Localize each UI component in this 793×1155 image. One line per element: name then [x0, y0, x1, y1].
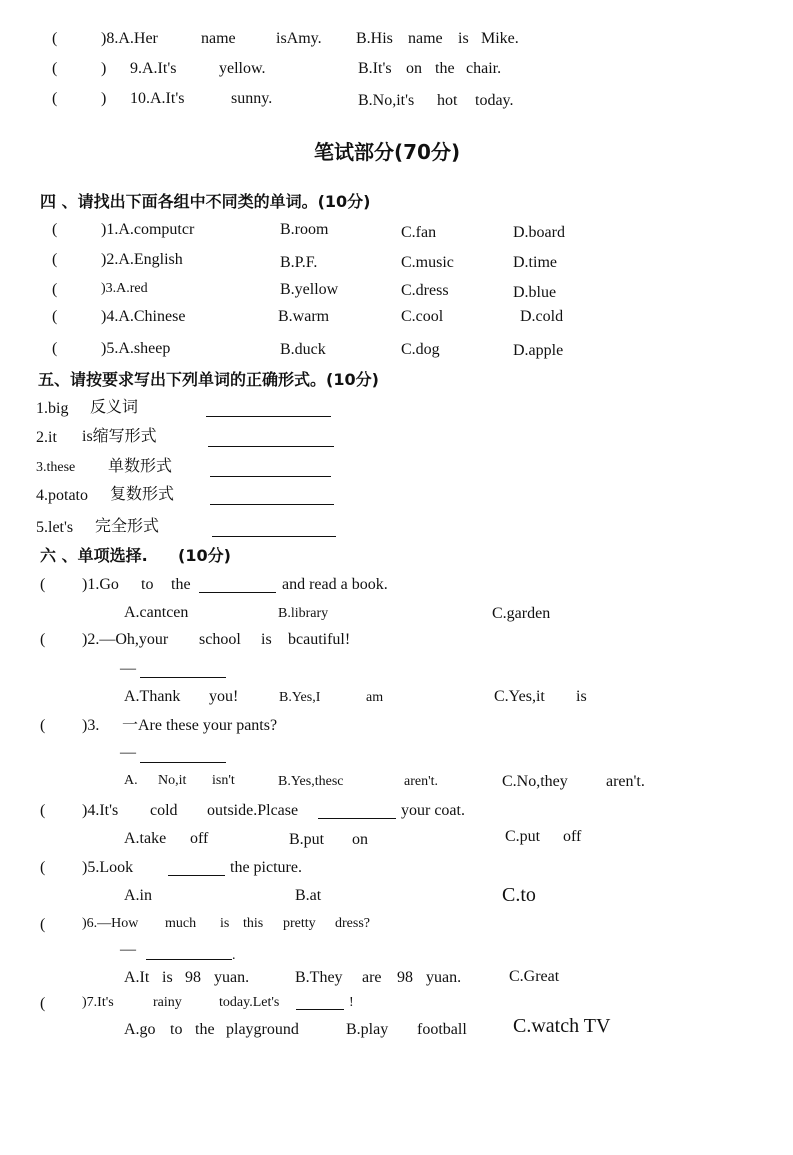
- word: 3.these: [36, 460, 76, 475]
- option-c: C.Yes,it: [494, 688, 545, 705]
- option-a: playground: [226, 1021, 299, 1038]
- answer-blank[interactable]: [168, 875, 225, 876]
- option-a: A.cantcen: [124, 604, 189, 621]
- question-text: dress?: [335, 916, 370, 931]
- option-text: D.apple: [513, 342, 564, 359]
- option-text: )1.A.computcr: [101, 221, 195, 238]
- answer-blank[interactable]: [212, 536, 336, 537]
- option-text: )5.A.sheep: [101, 340, 171, 357]
- option-b: are: [362, 969, 382, 986]
- answer-paren: ): [101, 60, 107, 77]
- option-text: sunny.: [231, 90, 273, 107]
- word: 4.potato: [36, 487, 88, 504]
- option-text: )4.A.Chinese: [101, 308, 186, 325]
- question-text: )3.: [82, 717, 100, 734]
- option-text: today.: [475, 92, 514, 109]
- question-text: bcautiful!: [288, 631, 351, 648]
- option-b: B.put: [289, 831, 325, 848]
- answer-paren: (: [52, 281, 58, 298]
- option-a: A.in: [124, 887, 152, 904]
- option-text: on: [406, 60, 422, 77]
- section-6-score: (10分): [178, 546, 231, 565]
- option-text: D.blue: [513, 284, 557, 301]
- requirement: 复数形式: [110, 486, 175, 503]
- option-text: B.room: [280, 221, 329, 238]
- option-c: C.put: [505, 828, 541, 845]
- option-a: A.: [124, 773, 138, 788]
- answer-blank[interactable]: [146, 959, 232, 960]
- section-4-title: 四 、请找出下面各组中不同类的单词。(10分): [40, 192, 371, 211]
- question-text: much: [165, 916, 197, 931]
- option-text: B.No,it's: [358, 92, 415, 109]
- option-c: C.watch TV: [513, 1015, 611, 1037]
- option-a: yuan.: [214, 969, 250, 986]
- option-text: B.warm: [278, 308, 330, 325]
- option-b: B.Yes,thesc: [278, 774, 344, 789]
- question-text: )5.Look: [82, 859, 134, 876]
- section-5-title: 五、请按要求写出下列单词的正确形式。(10分): [38, 370, 379, 389]
- option-a: 98: [185, 969, 201, 986]
- answer-paren: (: [52, 90, 58, 107]
- option-a: to: [170, 1021, 183, 1038]
- question-text: school: [199, 631, 241, 648]
- punctuation: .: [232, 948, 236, 963]
- answer-paren: (: [52, 308, 58, 325]
- question-text: the: [171, 576, 191, 593]
- option-text: C.fan: [401, 224, 437, 241]
- question-number: 10.A.It's: [130, 90, 185, 107]
- option-b: on: [352, 831, 368, 848]
- question-text: pretty: [283, 916, 316, 931]
- question-text: )2.—Oh,your: [82, 631, 169, 648]
- option-a: No,it: [158, 773, 187, 788]
- answer-paren: (: [40, 576, 46, 593]
- option-text: chair.: [466, 60, 502, 77]
- question-number: )8.A.Her: [101, 30, 158, 47]
- option-text: Mike.: [481, 30, 519, 47]
- requirement: 完全形式: [95, 518, 160, 535]
- answer-paren: (: [52, 30, 58, 47]
- question-text: outside.Plcase: [207, 802, 299, 819]
- word: 5.let's: [36, 519, 74, 536]
- answer-paren: (: [40, 916, 46, 933]
- option-text: the: [435, 60, 455, 77]
- option-a: off: [190, 830, 209, 847]
- answer-paren: (: [52, 340, 58, 357]
- option-a: A.go: [124, 1021, 156, 1038]
- option-b: yuan.: [426, 969, 462, 986]
- question-text: your coat.: [401, 802, 465, 819]
- answer-paren: (: [40, 995, 46, 1012]
- option-a: the: [195, 1021, 215, 1038]
- option-c: C.No,they: [502, 773, 568, 790]
- answer-blank[interactable]: [206, 416, 331, 417]
- question-text: and read a book.: [282, 576, 388, 593]
- option-text: D.cold: [520, 308, 564, 325]
- option-c: C.to: [502, 884, 536, 906]
- option-b: B.library: [278, 606, 329, 621]
- answer-blank[interactable]: [140, 762, 226, 763]
- dialogue-dash: —: [120, 941, 136, 958]
- option-text: C.dress: [401, 282, 449, 299]
- answer-blank[interactable]: [296, 1009, 344, 1010]
- option-text: B.His: [356, 30, 393, 47]
- answer-blank[interactable]: [140, 677, 226, 678]
- answer-paren: (: [52, 251, 58, 268]
- option-text: D.board: [513, 224, 565, 241]
- answer-blank[interactable]: [199, 592, 276, 593]
- option-b: football: [417, 1021, 467, 1038]
- question-text: rainy: [153, 995, 182, 1010]
- question-text: to: [141, 576, 154, 593]
- option-text: is: [458, 30, 469, 47]
- option-a: you!: [209, 688, 239, 705]
- answer-blank[interactable]: [210, 504, 334, 505]
- option-b: 98: [397, 969, 413, 986]
- option-text: D.time: [513, 254, 557, 271]
- question-text: 一Are these your pants?: [122, 717, 278, 734]
- word: 2.it: [36, 429, 57, 446]
- option-text: B.duck: [280, 341, 326, 358]
- option-text: C.dog: [401, 341, 440, 358]
- question-text: this: [243, 916, 264, 931]
- question-text: )4.It's: [82, 802, 119, 819]
- punctuation: !: [349, 995, 354, 1010]
- question-text: the picture.: [230, 859, 302, 876]
- option-c: off: [563, 828, 582, 845]
- option-text: )3.A.red: [101, 281, 148, 296]
- option-text: C.cool: [401, 308, 444, 325]
- option-b: am: [366, 690, 384, 705]
- question-text: )1.Go: [82, 576, 119, 593]
- option-a: A.take: [124, 830, 167, 847]
- answer-blank[interactable]: [210, 476, 331, 477]
- question-number: 9.A.It's: [130, 60, 177, 77]
- question-text: is: [261, 631, 272, 648]
- question-text: )7.It's: [82, 995, 114, 1010]
- option-c: C.garden: [492, 605, 551, 622]
- answer-paren: (: [40, 631, 46, 648]
- answer-paren: (: [52, 221, 58, 238]
- section-6-title: 六 、单项选择.: [40, 546, 148, 565]
- question-text: cold: [150, 802, 178, 819]
- dialogue-dash: —: [120, 660, 136, 677]
- option-b: B.They: [295, 969, 343, 986]
- option-b: B.at: [295, 887, 322, 904]
- answer-paren: (: [40, 802, 46, 819]
- option-text: name: [201, 30, 236, 47]
- answer-paren: (: [40, 859, 46, 876]
- answer-blank[interactable]: [318, 818, 396, 819]
- option-text: B.P.F.: [280, 254, 318, 271]
- requirement: 单数形式: [108, 458, 173, 475]
- answer-paren: ): [101, 90, 107, 107]
- option-c: is: [576, 688, 587, 705]
- option-c: C.Great: [509, 968, 560, 985]
- option-text: isAmy.: [276, 30, 322, 47]
- option-text: hot: [437, 92, 458, 109]
- option-text: yellow.: [219, 60, 266, 77]
- question-text: is: [220, 916, 230, 931]
- option-text: B.yellow: [280, 281, 339, 298]
- dialogue-dash: —: [120, 744, 136, 761]
- option-a: is: [162, 969, 173, 986]
- option-text: C.music: [401, 254, 454, 271]
- word: 1.big: [36, 400, 69, 417]
- option-b: B.Yes,I: [279, 690, 321, 705]
- answer-blank[interactable]: [208, 446, 334, 447]
- option-text: B.It's: [358, 60, 392, 77]
- option-a: A.Thank: [124, 688, 181, 705]
- answer-paren: (: [52, 60, 58, 77]
- option-b: B.play: [346, 1021, 389, 1038]
- answer-paren: (: [40, 717, 46, 734]
- question-text: )6.—How: [82, 916, 139, 931]
- option-a: isn't: [212, 773, 235, 788]
- option-b: aren't.: [404, 774, 439, 789]
- option-a: A.It: [124, 969, 150, 986]
- option-text: )2.A.English: [101, 251, 183, 268]
- requirement: is缩写形式: [82, 428, 157, 445]
- requirement: 反义词: [90, 399, 139, 416]
- option-c: aren't.: [606, 773, 645, 790]
- option-text: name: [408, 30, 443, 47]
- question-text: today.Let's: [219, 995, 280, 1010]
- written-section-title: 笔试部分(70分): [314, 140, 461, 164]
